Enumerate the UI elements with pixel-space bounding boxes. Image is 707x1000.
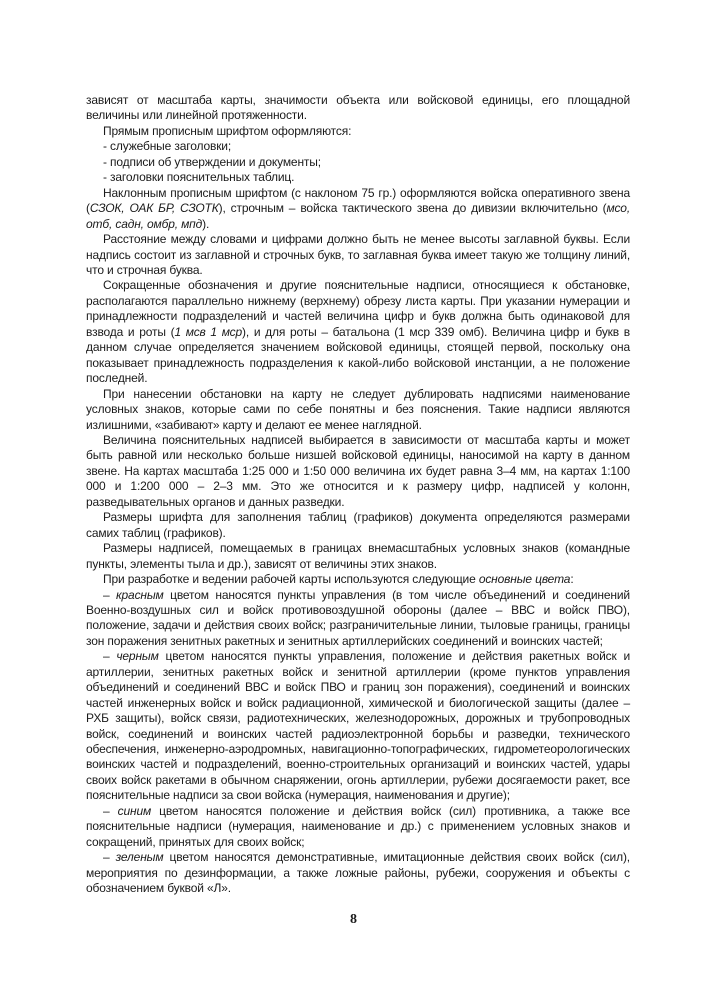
paragraph: Расстояние между словами и цифрами должно быть не менее высоты заглавной буквы. Если надпись состоит из заглавной и строчных букв, то заглавная буква имеет такую же толщину линий, что и строчная буква. <box>86 232 630 277</box>
paragraph: Наклонным прописным шрифтом (с наклоном 75 гр.) оформляются войска оперативного звена (СЗОК, ОАК БР, СЗОТК), строчным – войска тактического звена до дивизии включительно (мсо, отб, садн, омбр, мпд). <box>86 185 631 231</box>
paragraph: Величина пояснительных надписей выбирается в зависимости от масштаба карты и может быть равной или несколько больше низшей войсковой единицы, наносимой на карту в данном звене. На картах масштаба 1:25 000 и 1:50 000 величина их будет равна 3–4 мм, на картах 1:100 000 и 1:200 000 – 2–3 мм. Это же относится и к размеру цифр, надписей у колонн, разведывательных органов и данных разведки. <box>86 432 630 509</box>
list-item: – красным цветом наносятся пункты управления (в том числе объединений и соединений Военно-воздушных сил и войск противовоздушной обороны (далее – ВВС и войск ПВО), положение, задачи и действия своих войск; разграничительные линии, тыловые границы, границы зон поражения зенитных ракетных и зенитных артиллерийских соединений и воинских частей; <box>86 587 630 648</box>
paragraph: Прямым прописным шрифтом оформляются: <box>103 123 352 138</box>
paragraph: зависят от масштаба карты, значимости объекта или войсковой единицы, его площадной величины или линейной протяженности. <box>86 93 630 123</box>
paragraph: При разработке и ведении рабочей карты используются следующие основные цвета: <box>103 572 574 587</box>
body-text <box>86 93 630 897</box>
paragraph: Сокращенные обозначения и другие пояснительные надписи, относящиеся к обстановке, располагаются параллельно нижнему (верхнему) обрезу листа карты. При указании нумерации и принадлежности подразделений и частей величина цифр и букв должна быть одинаковой для взвода и роты (1 мсв 1 мср), и для роты – батальона (1 мср 339 омб). Величина цифр и букв в данном случае определяется значением войсковой единицы, стоящей первой, поскольку она показывает принадлежность подразделения к какой-либо войсковой инстанции, а не положение последней. <box>86 278 630 386</box>
paragraph: При нанесении обстановки на карту не следует дублировать надписями наименование условных знаков, которые сами по себе понятны и без пояснения. Такие надписи являются излишними, «забивают» карту и делают ее менее наглядной. <box>86 386 630 432</box>
list-item: – синим цветом наносятся положение и действия войск (сил) противника, а также все пояснительные надписи (нумерация, наименование и др.) с применением условных знаков и сокращений, принятых для своих войск; <box>86 803 630 849</box>
list-item: – зеленым цветом наносятся демонстративные, имитационные действия своих войск (сил), мероприятия по дезинформации, а также ложные районы, рубежи, сооружения и объекты с обозначением буквой «Л». <box>86 850 630 896</box>
list-item: - заголовки пояснительных таблиц. <box>103 170 295 185</box>
paragraph: Размеры надписей, помещаемых в границах внемасштабных условных знаков (командные пункты, элементы тыла и др.), зависят от величины этих знаков. <box>86 541 630 571</box>
list-item: – черным цветом наносятся пункты управления, положение и действия ракетных войск и артиллерии, зенитных ракетных войск и зенитной артиллерии (кроме пунктов управления объединений и соединений ВВС и войск ПВО и границ зон поражения), соединений и воинских частей инженерных войск и войск радиационной, химической и биологической защиты (далее – РХБ защиты), войск связи, радиотехнических, железнодорожных, дорожных и трубопроводных войск, соединений и воинских частей радиоэлектронной борьбы и разведки, технического обеспечения, инженерно-аэродромных, навигационно-топографических, гидрометеорологических воинских частей и подразделений, военно-строительных организаций и воинских частей, удары своих войск ракетами в обычном снаряжении, огонь артиллерии, рубежи досягаемости ракет, все пояснительные надписи за свои войска (нумерация, наименования и другие); <box>86 649 630 803</box>
list-item: - служебные заголовки; <box>103 139 232 154</box>
paragraph: Размеры шрифта для заполнения таблиц (графиков) документа определяются размерами самих таблиц (графиков). <box>86 510 630 540</box>
page-number: 8 <box>350 912 357 927</box>
list-item: - подписи об утверждении и документы; <box>103 154 321 169</box>
